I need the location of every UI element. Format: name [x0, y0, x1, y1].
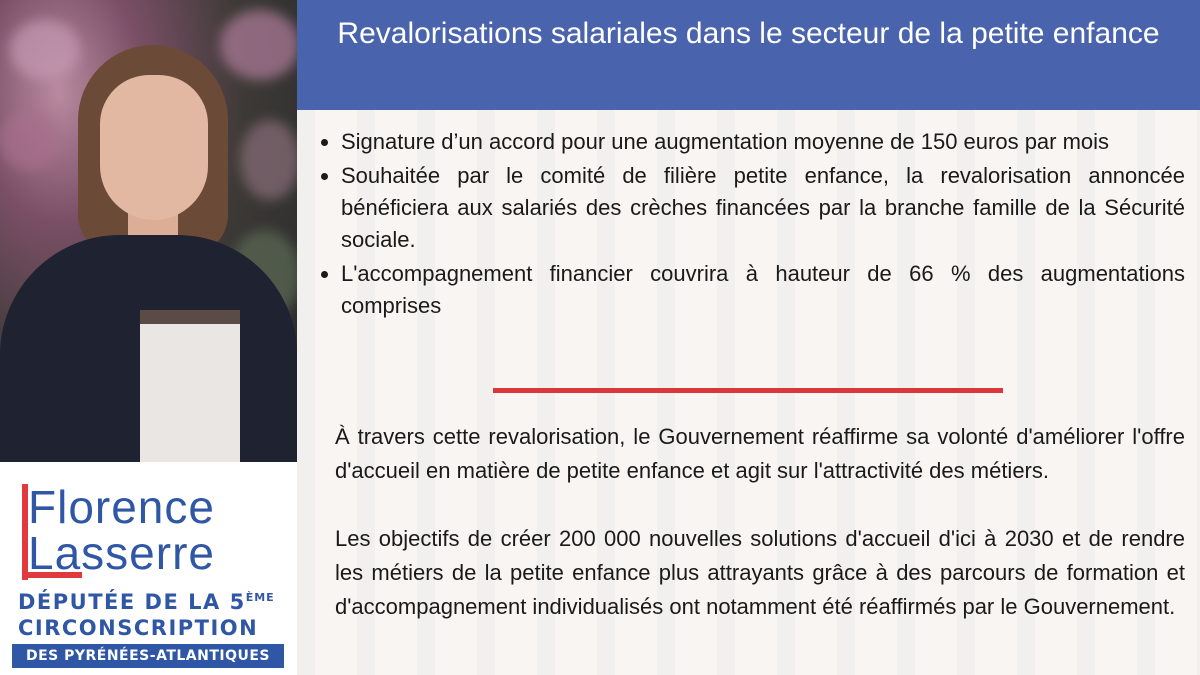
- portrait-blouse-trim: [140, 310, 240, 324]
- background-blossom: [0, 110, 60, 170]
- role-line-1: [18, 590, 280, 614]
- department-band: DES PYRÉNÉES-ATLANTIQUES: [12, 644, 284, 668]
- bullet-list: [315, 126, 1185, 324]
- portrait-face: [100, 75, 208, 220]
- list-item: Souhaitée par le comité de filière petite enfance, la revalorisation annoncée bénéficiera aux salariés des crèches financées par la branche famille de la Sécurité sociale.: [315, 160, 1185, 256]
- background-blossom: [10, 20, 80, 80]
- list-item: Signature d’un accord pour une augmentation moyenne de 150 euros par mois: [315, 126, 1185, 158]
- paragraph: Les objectifs de créer 200 000 nouvelles solutions d'accueil d'ici à 2030 et de rendre les métiers de la petite enfance plus attrayants grâce à des parcours de formation et d'accompagnement individualisés ont notamment été réaffirmés par le Gouvernement.: [335, 526, 1185, 619]
- section-divider: [493, 388, 1003, 393]
- content-panel: [297, 110, 1200, 675]
- role-superscript: ÈME: [245, 591, 275, 604]
- paragraph: À travers cette revalorisation, le Gouvernement réaffirme sa volonté d'améliorer l'offre d'accueil en matière de petite enfance et agit sur l'attractivité des métiers.: [335, 424, 1185, 483]
- background-blossom: [240, 120, 297, 200]
- list-item: L'accompagnement financier couvrira à hauteur de 66 % des augmentations comprises: [315, 258, 1185, 322]
- portrait-blouse: [140, 310, 240, 462]
- role-line-2: CIRCONSCRIPTION: [18, 616, 259, 640]
- portrait-photo: [0, 0, 297, 462]
- page-title: Revalorisations salariales dans le secteur de la petite enfance: [297, 0, 1200, 110]
- role-text: DÉPUTÉE DE LA 5: [18, 590, 246, 614]
- first-name: Florence: [28, 481, 215, 533]
- last-name: Lasserre: [28, 527, 215, 579]
- background-blossom: [220, 10, 297, 80]
